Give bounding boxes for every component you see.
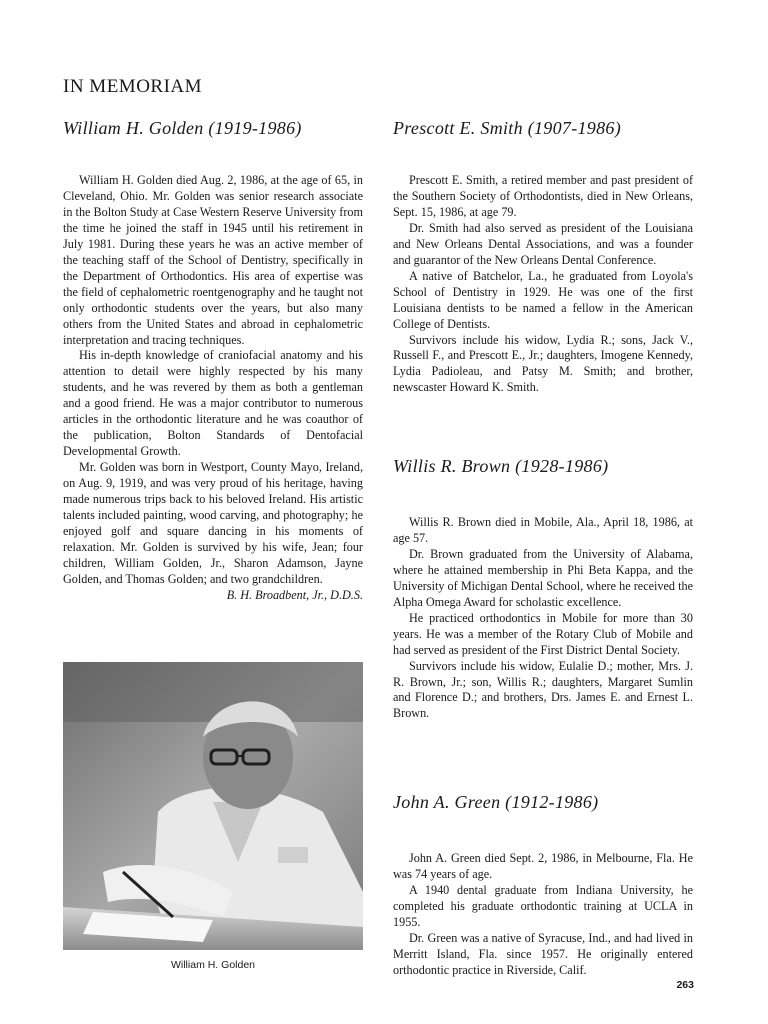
paragraph: Survivors include his widow, Lydia R.; sons, Jack V., Russell F., and Prescott E., Jr.; daughters, Imogene Kennedy, Lydia Padioleau, and Patsy M. Smith; and brother, newscaster Howard K. Smith. — [393, 332, 693, 395]
photo-caption: William H. Golden — [170, 959, 256, 971]
paragraph: Dr. Brown graduated from the University of Alabama, where he attained membership in Phi Beta Kappa, and the University of Michigan Dental School, where he received the Alpha Omega Award for scholastic excellence. — [393, 546, 693, 609]
paragraph: William H. Golden died Aug. 2, 1986, at the age of 65, in Cleveland, Ohio. Mr. Golden was senior research associate in the Bolton Study at Case Western Reserve University from the time he joined the staff in 1945 until his retirement in July 1981. During these years he was an active member of the teaching staff of the School of Dentistry, specifically in the Department of Orthodontics. His area of expertise was the field of cephalometric roentgenography and he taught not only orthodontic students over the years, but also many others from the United States and abroad in cephalometric interpretation and tracing techniques. — [63, 173, 363, 347]
obituary-golden — [63, 118, 363, 604]
paragraph: John A. Green died Sept. 2, 1986, in Melbourne, Fla. He was 74 years of age. — [393, 851, 693, 881]
obituary-body-green — [393, 851, 693, 979]
obituary-green — [393, 792, 693, 979]
paragraph: A native of Batchelor, La., he graduated from Loyola's School of Dentistry in 1929. He was one of the first Louisiana dentists to be named a fellow in the American College of Dentists. — [393, 268, 693, 331]
paragraph: Willis R. Brown died in Mobile, Ala., April 18, 1986, at age 57. — [393, 515, 693, 545]
obituary-body-golden — [63, 173, 363, 604]
obituary-title-brown: Willis R. Brown (1928-1986) — [393, 456, 609, 476]
paragraph: Dr. Green was a native of Syracuse, Ind., and had lived in Merritt Island, Fla. since 1957. He originally entered orthodontic practice in Riverside, Calif. — [393, 930, 693, 977]
obituary-title-green: John A. Green (1912-1986) — [393, 792, 599, 812]
paragraph: Mr. Golden was born in Westport, County Mayo, Ireland, on Aug. 9, 1919, and was very proud of his heritage, having made numerous trips back to his beloved Ireland. His artistic talents included painting, wood carving, and photography; he enjoyed golf and square dancing in his moments of relaxation. Mr. Golden is survived by his wife, Jean; four children, William Golden, Jr., Sharon Adamson, Jayne Golden, and Thomas Golden; and two grandchildren. — [63, 460, 363, 586]
author-signature: B. H. Broadbent, Jr., D.D.S. — [226, 587, 363, 602]
page-number: 263 — [676, 979, 694, 991]
paragraph: Survivors include his widow, Eulalie D.; mother, Mrs. J. R. Brown, Jr.; son, Willis R.; daughters, Margaret Sumlin and Florence D.; and brothers, Drs. James E. and Ernest L. Brown. — [393, 658, 693, 721]
paragraph: He practiced orthodontics in Mobile for more than 30 years. He was a member of the Rotary Club of Mobile and had served as president of the First District Dental Society. — [393, 610, 693, 657]
obituary-body-smith — [393, 173, 693, 396]
obituary-title-golden: William H. Golden (1919-1986) — [63, 118, 302, 138]
paragraph: His in-depth knowledge of craniofacial anatomy and his attention to detail were highly respected by his many students, and he was revered by them as both a gentleman and a good friend. He was a major contributor to numerous articles in the orthodontic literature and he was coauthor of the publication, Bolton Standards of Dentofacial Developmental Growth. — [63, 348, 363, 459]
portrait-photo — [63, 662, 363, 950]
obituary-body-brown — [393, 515, 693, 722]
paragraph: Prescott E. Smith, a retired member and past president of the Southern Society of Orthodontists, died in New Orleans, Sept. 15, 1986, at age 79. — [393, 173, 693, 219]
paragraph: A 1940 dental graduate from Indiana University, he completed his graduate orthodontic training at UCLA in 1955. — [393, 882, 693, 929]
obituary-smith — [393, 118, 693, 396]
paragraph: Dr. Smith had also served as president of the Louisiana and New Orleans Dental Associations, and was a founder and guarantor of the New Orleans Dental Conference. — [393, 220, 693, 267]
section-heading: IN MEMORIAM — [63, 76, 203, 97]
obituary-brown — [393, 456, 693, 722]
obituary-title-smith: Prescott E. Smith (1907-1986) — [393, 118, 621, 138]
